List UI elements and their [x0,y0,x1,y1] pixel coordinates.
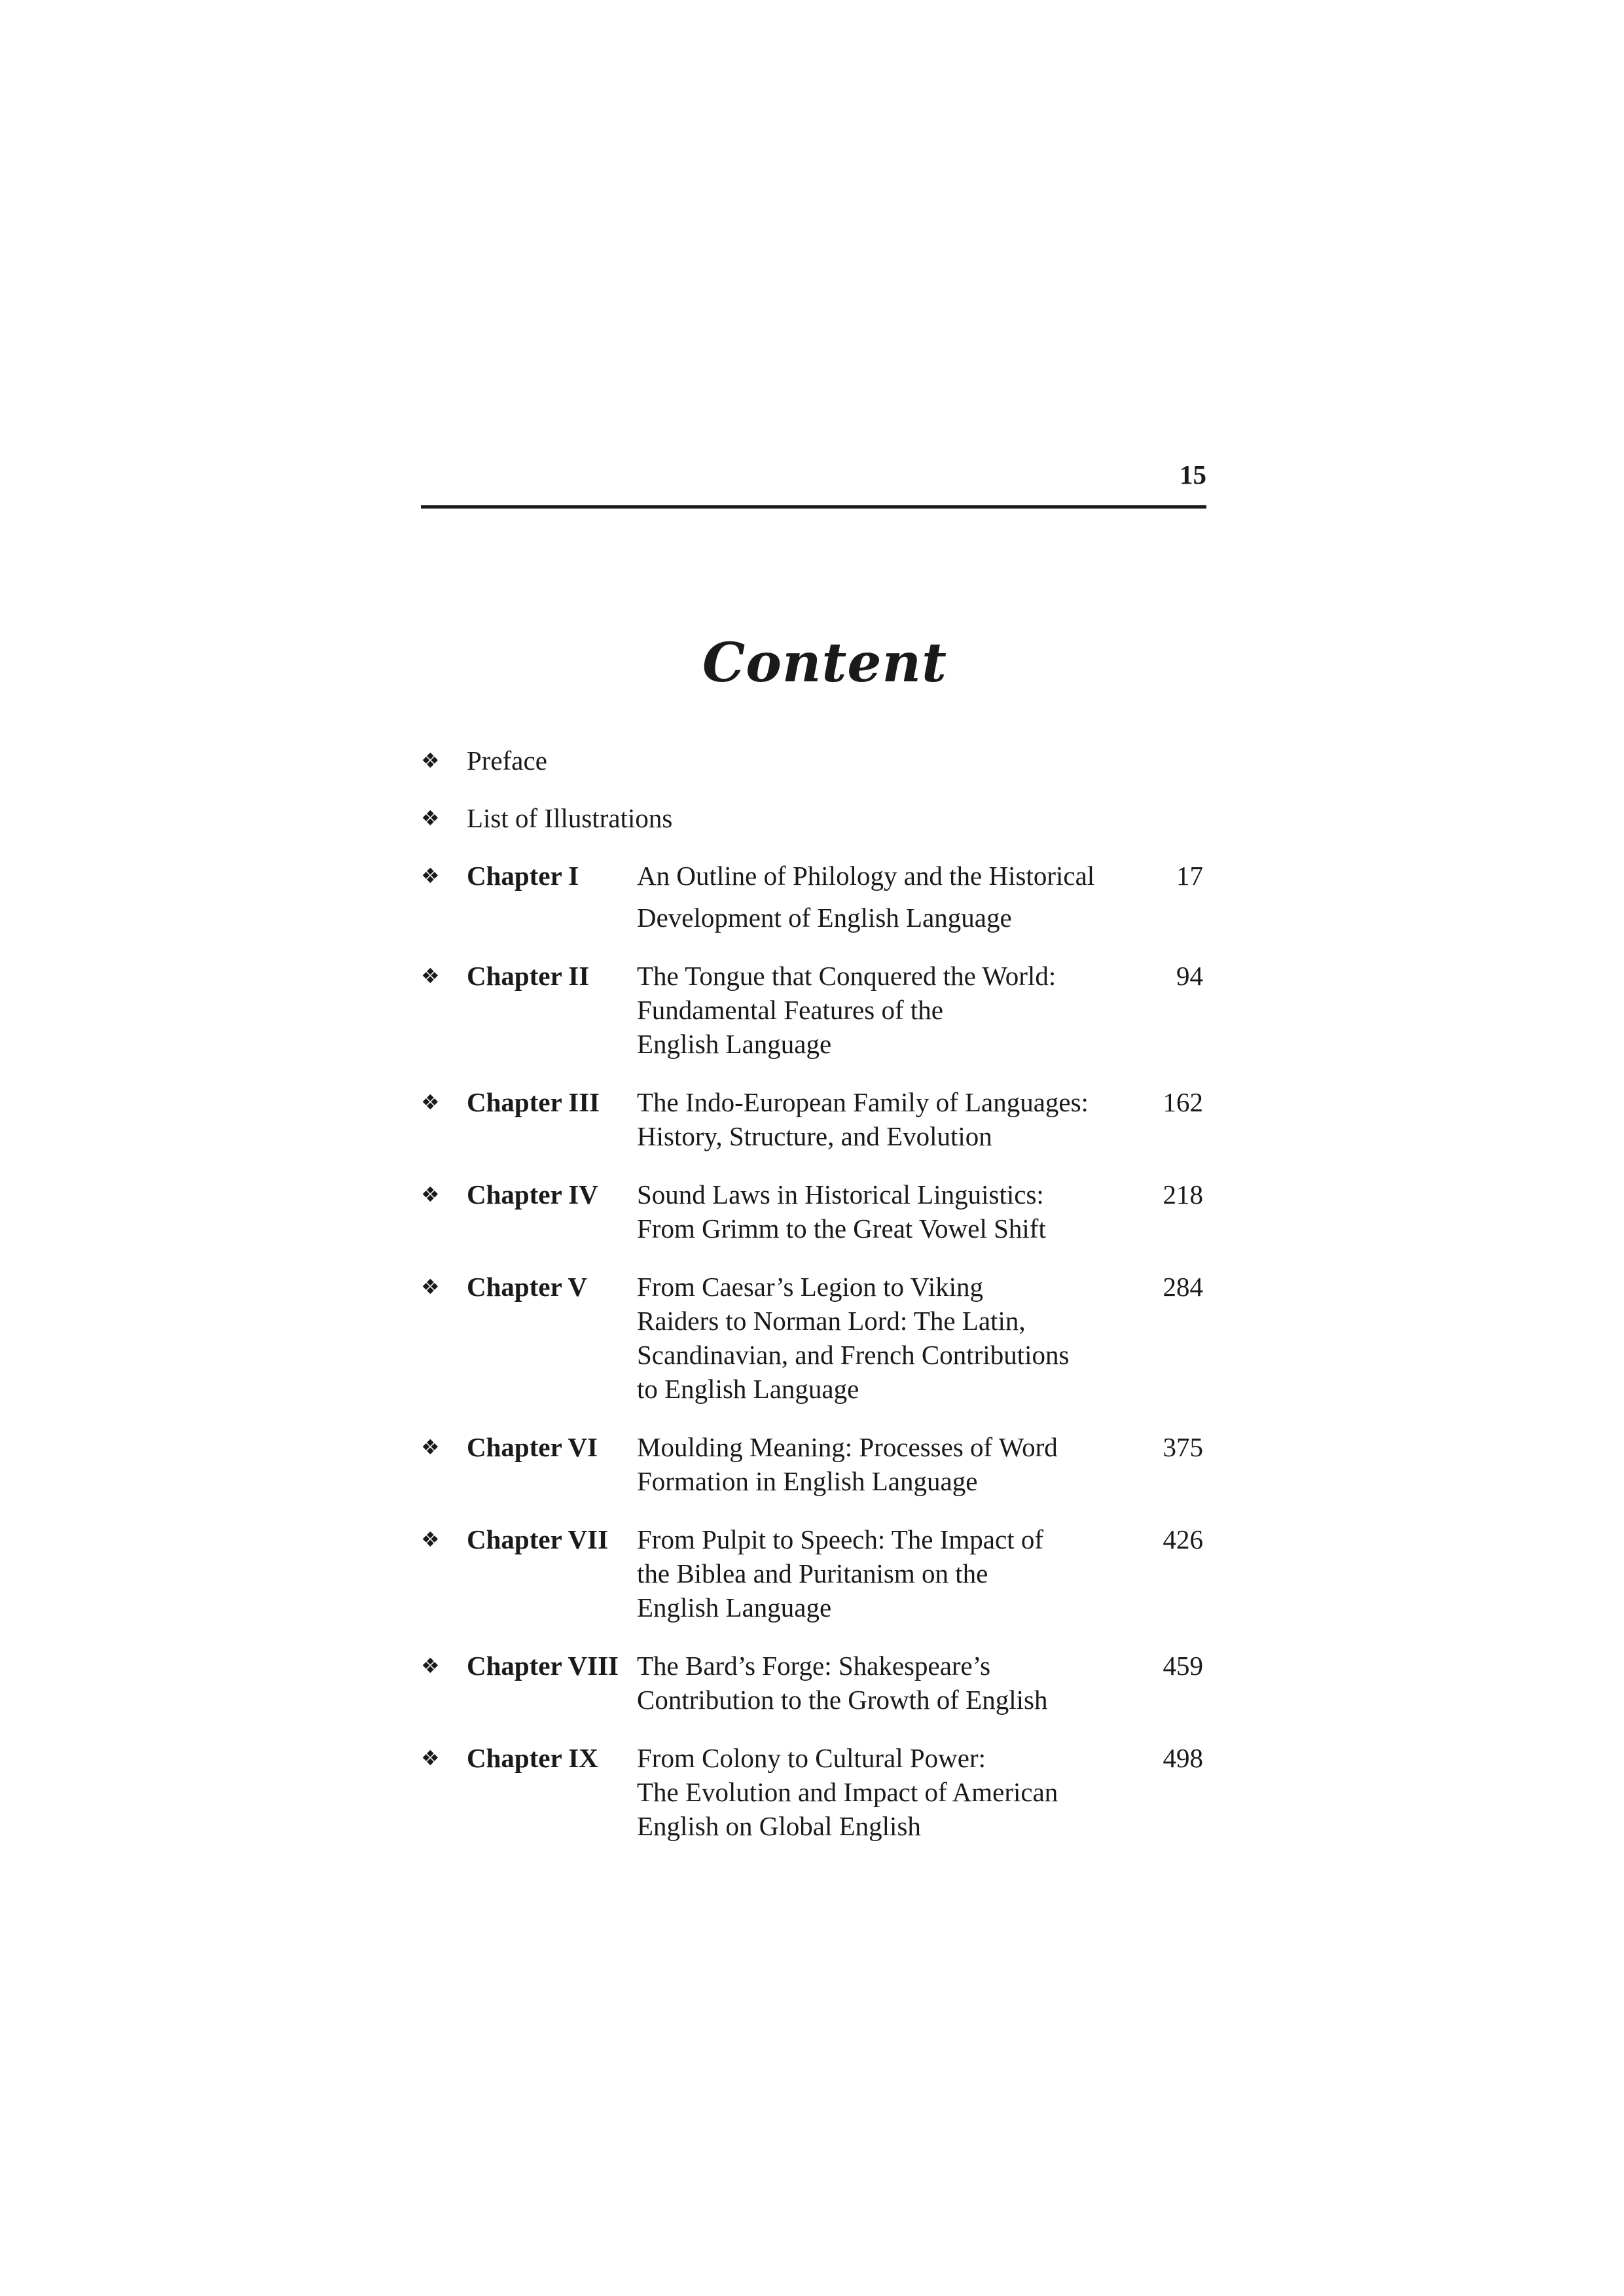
page-ref: 426 [1163,1524,1203,1554]
chapter-title-line: From Caesar’s Legion to Viking [637,1272,983,1302]
chapter-title-line: An Outline of Philology and the Historical [637,861,1095,891]
chapter-title-line: The Evolution and Impact of American [637,1777,1058,1807]
page-number: 15 [1180,459,1206,490]
chapter-title-line: The Bard’s Forge: Shakespeare’s [637,1651,991,1681]
chapter-title-line: Raiders to Norman Lord: The Latin, [637,1306,1026,1336]
chapter-title [637,859,1147,935]
diamond-bullet-icon: ❖ [421,1274,440,1299]
diamond-bullet-icon: ❖ [421,1182,440,1207]
chapter-title [637,959,1147,1061]
page-ref: 375 [1163,1432,1203,1462]
diamond-bullet-icon: ❖ [421,1435,440,1460]
chapter-label: Chapter III [467,1087,600,1117]
chapter-title-line: History, Structure, and Evolution [637,1121,992,1151]
chapter-title-line: The Indo-European Family of Languages: [637,1087,1089,1117]
diamond-bullet-icon: ❖ [421,1653,440,1678]
chapter-title-line: English Language [637,1592,832,1623]
toc-entry-label: Preface [467,745,547,776]
toc-title: Content [702,632,948,694]
chapter-label: Chapter I [467,861,579,891]
page-ref: 94 [1176,961,1203,991]
chapter-label: Chapter VIII [467,1651,619,1681]
page-ref: 284 [1163,1272,1203,1302]
chapter-title-line: Sound Laws in Historical Linguistics: [637,1179,1044,1210]
chapter-title [637,1522,1147,1624]
chapter-title-line: From Grimm to the Great Vowel Shift [637,1213,1046,1244]
chapter-title-line: Development of English Language [637,903,1012,933]
chapter-title [637,1430,1147,1498]
chapter-title-line: to English Language [637,1374,859,1404]
chapter-title [637,1270,1147,1406]
chapter-title-line: From Pulpit to Speech: The Impact of [637,1524,1043,1554]
header-rule [421,505,1206,509]
page-ref: 498 [1163,1743,1203,1773]
diamond-bullet-icon: ❖ [421,963,440,988]
toc-entry-label: List of Illustrations [467,803,673,833]
diamond-bullet-icon: ❖ [421,863,440,888]
chapter-title-line: Fundamental Features of the [637,995,943,1025]
chapter-title-line: From Colony to Cultural Power: [637,1743,986,1773]
diamond-bullet-icon: ❖ [421,748,440,773]
page-ref: 218 [1163,1179,1203,1210]
page-ref: 459 [1163,1651,1203,1681]
chapter-title-line: Formation in English Language [637,1466,978,1496]
chapter-label: Chapter IX [467,1743,598,1773]
chapter-title [637,1177,1147,1246]
chapter-title-line: English on Global English [637,1811,921,1841]
chapter-label: Chapter II [467,961,590,991]
chapter-title [637,1741,1147,1843]
chapter-label: Chapter VI [467,1432,598,1462]
diamond-bullet-icon: ❖ [421,806,440,831]
chapter-title-line: Scandinavian, and French Contributions [637,1340,1070,1370]
chapter-label: Chapter V [467,1272,588,1302]
chapter-title-line: English Language [637,1029,832,1059]
chapter-title-line: The Tongue that Conquered the World: [637,961,1056,991]
diamond-bullet-icon: ❖ [421,1527,440,1552]
page-ref: 162 [1163,1087,1203,1117]
diamond-bullet-icon: ❖ [421,1090,440,1115]
chapter-label: Chapter VII [467,1524,609,1554]
chapter-title-line: Contribution to the Growth of English [637,1685,1048,1715]
diamond-bullet-icon: ❖ [421,1746,440,1770]
chapter-title [637,1649,1147,1717]
page-ref: 17 [1176,861,1203,891]
chapter-label: Chapter IV [467,1179,598,1210]
chapter-title-line: Moulding Meaning: Processes of Word [637,1432,1058,1462]
chapter-title-line: the Biblea and Puritanism on the [637,1558,988,1588]
chapter-title [637,1085,1147,1153]
